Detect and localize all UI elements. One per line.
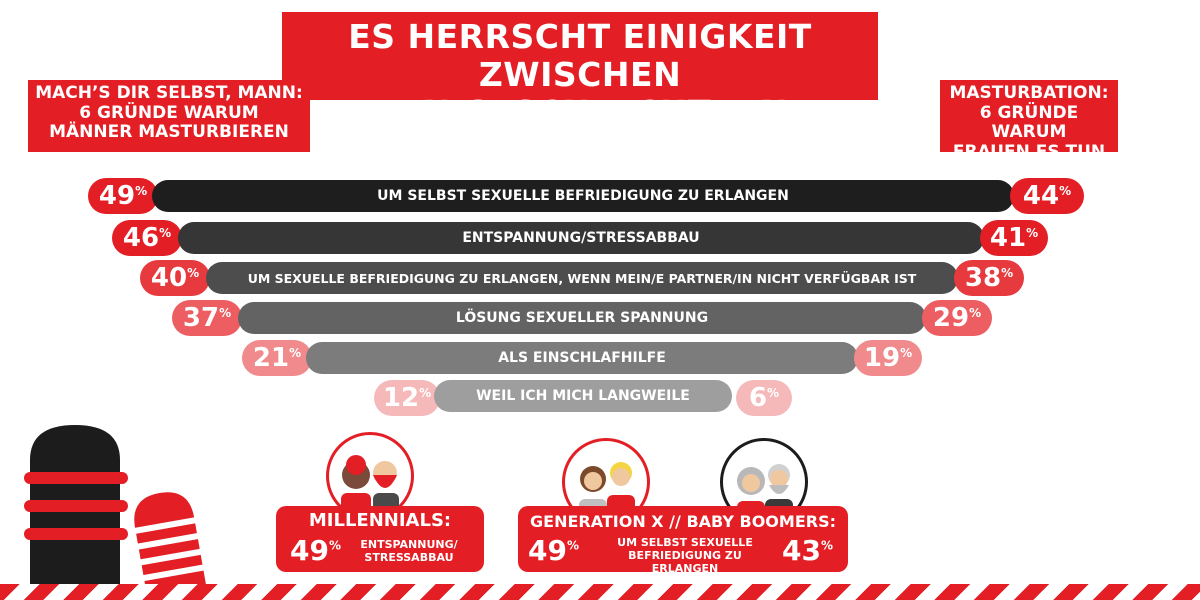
male-percent: 40 % <box>140 260 210 296</box>
reason-bar <box>306 342 858 374</box>
page-title <box>282 12 878 132</box>
boomers-percent: 43% <box>782 534 833 567</box>
title-line-2: DEN GESCHLECHTERN <box>371 92 789 132</box>
male-percent: 49 % <box>88 178 158 214</box>
millennials-box <box>276 506 484 572</box>
reason-bar <box>178 222 984 254</box>
female-percent: 44 % <box>1010 178 1084 214</box>
reason-bar <box>206 262 958 294</box>
reason-label: WEIL ICH MICH LANGWEILE <box>476 388 690 404</box>
dark-sleeve-icon <box>24 425 128 590</box>
female-heading-line-2: 6 GRÜNDE WARUM <box>979 102 1079 143</box>
millennials-percent: 49% <box>290 534 341 567</box>
male-percent: 12 % <box>374 380 440 416</box>
title-line-1: ES HERRSCHT EINIGKEIT ZWISCHEN <box>348 17 812 94</box>
male-percent: 46 % <box>112 220 182 256</box>
reason-label: ALS EINSCHLAFHILFE <box>498 350 666 366</box>
female-heading-line-3: FRAUEN ES TUN <box>952 141 1106 162</box>
striped-sleeve-icon <box>128 487 208 590</box>
millennials-people-icon <box>329 435 411 517</box>
male-heading-line-2: 6 GRÜNDE WARUM <box>79 102 259 123</box>
reason-label: UM SEXUELLE BEFRIEDIGUNG ZU ERLANGEN, WENN MEIN/E PARTNER/IN NICHT VERFÜGBAR IST <box>247 270 917 286</box>
male-heading-line-1: MACH’S DIR SELBST, MANN: <box>35 83 303 103</box>
female-heading <box>940 80 1118 162</box>
female-percent: 19 % <box>854 340 922 376</box>
reason-bar <box>238 302 926 334</box>
female-percent: 6 % <box>736 380 792 416</box>
female-percent: 41 % <box>980 220 1048 256</box>
male-percent: 37 % <box>172 300 242 336</box>
male-heading-line-3: MÄNNER MASTURBIEREN <box>49 122 289 143</box>
sleeve-illustration <box>20 420 210 590</box>
millennials-description: ENTSPANNUNG/ STRESSABBAU <box>360 538 458 565</box>
genx-boomers-title: GENERATION X // BABY BOOMERS: <box>530 512 836 531</box>
female-heading-line-1: MASTURBATION: <box>949 83 1109 103</box>
genx-boomers-box <box>518 506 848 576</box>
reason-label: UM SELBST SEXUELLE BEFRIEDIGUNG ZU ERLANGEN <box>377 188 789 204</box>
genx-percent: 49% <box>528 534 579 567</box>
millennials-title: MILLENNIALS: <box>308 510 452 531</box>
reason-bar <box>152 180 1014 212</box>
female-percent: 38 % <box>954 260 1024 296</box>
striped-floor-decoration <box>0 584 1200 600</box>
male-heading <box>28 80 310 152</box>
female-percent: 29 % <box>922 300 992 336</box>
reason-bar <box>434 380 732 412</box>
reason-label: LÖSUNG SEXUELLER SPANNUNG <box>455 310 709 326</box>
reason-label: ENTSPANNUNG/STRESSABBAU <box>462 230 700 246</box>
genx-boomers-description: UM SELBST SEXUELLE BEFRIEDIGUNG ZU ERLANGEN <box>617 536 753 576</box>
male-percent: 21 % <box>242 340 312 376</box>
